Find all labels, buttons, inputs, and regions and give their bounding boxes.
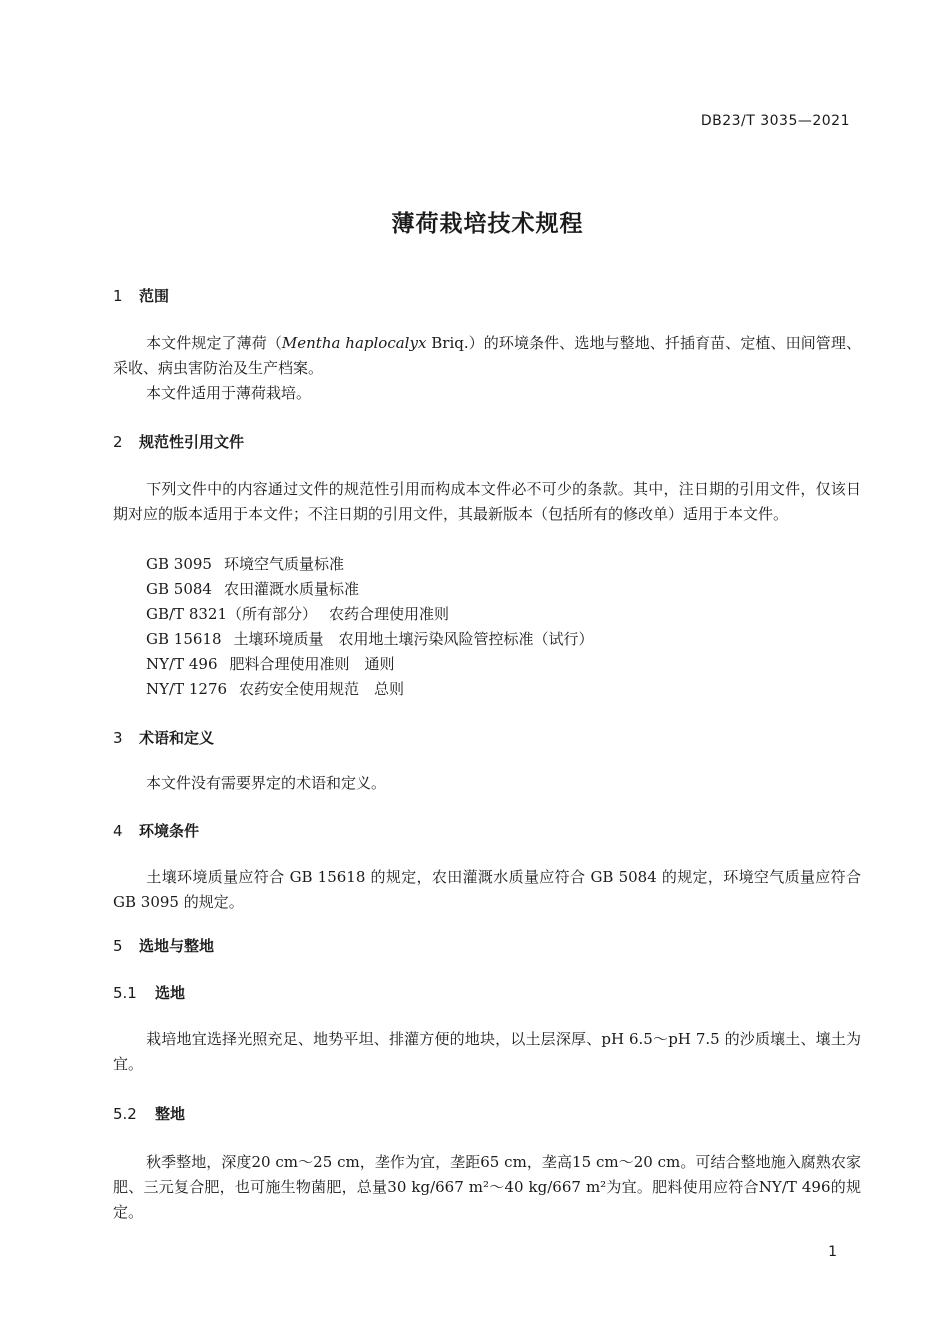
section-title: 选地与整地 [139, 937, 215, 955]
section-title: 环境条件 [139, 822, 200, 840]
section-2-paragraph-1: 下列文件中的内容通过文件的规范性引用而构成本文件必不可少的条款。其中，注日期的引用文件，仅该日期对应的版本适用于本文件；不注日期的引用文件，其最新版本（包括所有的修改单）适用于本文件。 [113, 480, 861, 523]
reference-item: GB 15618 土壤环境质量 农用地土壤污染风险管控标准（试行） [146, 630, 594, 648]
section-4-heading [113, 820, 199, 841]
document-code: DB23/T 3035—2021 [700, 113, 850, 129]
document-title: 薄荷栽培技术规程 [391, 211, 584, 237]
reference-item: GB/T 8321（所有部分） 农药合理使用准则 [146, 605, 450, 623]
section-5-heading [113, 935, 214, 956]
section-5-2-paragraph-1: 秋季整地，深度20 cm～25 cm，垄作为宜，垄距65 cm，垄高15 cm～20 cm。可结合整地施入腐熟农家肥、三元复合肥，也可施生物菌肥，总量30 kg/667 m²～40 kg/667 m²为宜。肥料使用应符合NY/T 496的规定。 [113, 1153, 861, 1221]
reference-item: NY/T 1276 农药安全使用规范 总则 [146, 680, 405, 698]
section-number: 5.2 [113, 1105, 137, 1123]
section-2-heading [113, 431, 244, 452]
section-5-1-paragraph-1: 栽培地宜选择光照充足、地势平坦、排灌方便的地块，以土层深厚、pH 6.5～pH 7.5 的沙质壤土、壤土为宜。 [113, 1030, 861, 1073]
section-5-2-heading [113, 1103, 185, 1124]
section-title: 选地 [155, 984, 186, 1002]
page-number: 1 [828, 1244, 837, 1260]
section-4-paragraph-1: 土壤环境质量应符合 GB 15618 的规定，农田灌溉水质量应符合 GB 5084 的规定，环境空气质量应符合 GB 3095 的规定。 [113, 868, 861, 911]
section-5-1-heading [113, 982, 185, 1003]
latin-name: Mentha haplocalyx [281, 334, 427, 352]
section-number: 5 [113, 937, 123, 955]
section-3-heading [113, 727, 214, 748]
section-title: 整地 [155, 1105, 186, 1123]
section-number: 2 [113, 433, 123, 451]
section-title: 范围 [139, 287, 170, 305]
section-number: 3 [113, 729, 123, 747]
section-number: 5.1 [113, 984, 137, 1002]
section-title: 规范性引用文件 [139, 433, 245, 451]
reference-item: GB 5084 农田灌溉水质量标准 [146, 580, 359, 598]
section-1-paragraph-2: 本文件适用于薄荷栽培。 [146, 384, 312, 402]
section-number: 4 [113, 822, 123, 840]
section-number: 1 [113, 287, 123, 305]
section-title: 术语和定义 [139, 729, 215, 747]
reference-item: NY/T 496 肥料合理使用准则 通则 [146, 655, 395, 673]
section-1-paragraph-1: 本文件规定了薄荷（Mentha haplocalyx Briq.）的环境条件、选地与整地、扦插育苗、定植、田间管理、采收、病虫害防治及生产档案。 [113, 334, 861, 377]
section-1-heading [113, 285, 169, 306]
section-3-paragraph-1: 本文件没有需要界定的术语和定义。 [146, 774, 387, 792]
reference-item: GB 3095 环境空气质量标准 [146, 555, 344, 573]
